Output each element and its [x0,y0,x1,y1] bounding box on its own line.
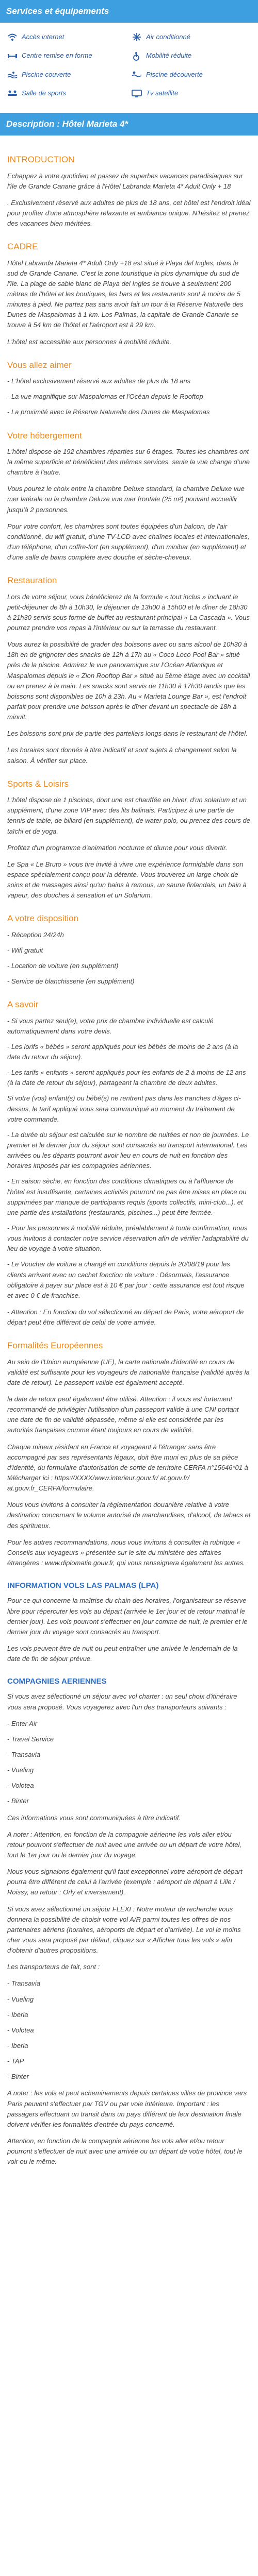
formalites-paragraph: Chaque mineur résidant en France et voyageant à l'étranger sans être accompagné par ses représentants légaux, doit être muni en plus de sa pièce d'identité, du formulaire d'autorisation de sortie de territoire CERFA n°15646*01 à télécharger ici : https://XXXX/www.interieur.gouv.fr/ at.gouv.fr/ at.gouv.fr_CERFA/formulaire. [7,1443,248,1493]
list-item: - Transavia [7,1979,41,1988]
savoir-list [7,1016,251,1301]
services-banner: Services et équipements [0,0,258,23]
list-item: - Volotea [7,2026,34,2034]
list-item: - La proximité avec la Réserve Naturelle des Dunes de Maspalomas [7,408,210,416]
list-item: - Pour les personnes à mobilité réduite, préalablement à toute confirmation, nous vous invitons à contacter notre service réservation afin de vérifier l'adaptabilité du lieu de voyage à votre situation. [7,1224,249,1253]
list-item: - Wifi gratuit [7,946,43,954]
list-item: - Les tarifs « enfants » seront appliqués pour les enfants de 2 à moins de 12 ans (à la date de retour du séjour), partageant la chambre de deux adultes. [7,1069,246,1087]
section-title-hebergement: Votre hébergement [7,430,82,440]
restauration-paragraph: Vous aurez la possibilité de grader des boissons avec ou sans alcool de 10h30 à 18h en de grignoter des snacks de 12h à 17h au « Coco Loco Pool Bar » situé près de la piscine. Admirez le vue panoramique sur l'Océan Atlantique et Maspalomas depuis le « Zion Rooftop Bar » situé au 5ème étage avec un cocktail ou en prenez à la main. Les snacks sont servis de 11h30 à 17h30 tandis que les boissons sont disponibles de 10h à 23h. Au « Marieta Lounge Bar », est l'endroit parfait pour prendre une boisson après le dîner devant un spectacle de 18h à minuit. [7,640,250,721]
sports-paragraph: Profitez d'un programme d'animation nocturne et diurne pour vous divertir. [7,843,228,852]
amenity-label: Centre remise en forme [22,52,92,60]
compagnies-paragraph: Si vous avez sélectionné un séjour avec vol charter : un seul choix d'itinéraire vous sera proposé. Vous voyagerez avec l'un des transporteurs suivants : [7,1692,237,1711]
list-item: - En saison sèche, en fonction des conditions climatiques ou à l'affluence de l'hôtel est insuffisante, certaines activités pourront ne pas être mises en place ou supprimées par manque de participants requis (sports collectifs, mini-club...), et une partie des installations (restaurants, piscines...) peut être fermée. [7,1177,247,1216]
snowflake-icon [132,32,142,42]
compagnies-paragraph: Si vous avez sélectionné un séjour FLEXI : Notre moteur de recherche vous donnera la possibilité de choisir votre vol A/R parmi toutes les offres de nos partenaires aériens (horaires, aéroports de départ et d'arrivée). Le vol le moins cher vous sera proposé par défaut, cliquez sur « Afficher tous les vols » afin d'obtenir d'autres propositions. [7,1905,241,1955]
list-item: - Réception 24/24h [7,930,64,939]
flexi-airlines-list [7,1978,251,2082]
amenity-gym-room [7,88,126,98]
amenities-grid [0,23,258,104]
hebergement-paragraph: Vous pourez le choix entre la chambre Deluxe standard, la chambre Deluxe vue mer latérale ou la chambre Deluxe vue mer frontale (25 m²) pouvant accueillir jusqu'à 2 personnes. [7,485,245,514]
list-item: - Vueling [7,1995,34,2003]
amenity-label: Salle de sports [22,89,66,97]
meeting-icon [7,88,18,98]
list-item: - Iberia [7,2010,28,2019]
compagnies-paragraph: Ces informations vous sont communiquées à titre indicatif. [7,1814,181,1822]
list-item: - L'hôtel exclusivement réservé aux adultes de plus de 18 ans [7,377,191,385]
cadre-paragraph: Hôtel Labranda Marieta 4* Adult Only +18 est situé à Playa del Ingles, dans le sud de Grande Canarie. C'est la zone touristique la plus dynamique du sud de l'île. La plage de sable blanc de Playa del Ingles se trouve à seulement 200 mètres de l'hôtel et les boutiques, les bars et les restaurants sont à moins de 5 minutes à pied. Ne partez pas sans avoir fait un tour à la Réserve Naturelle des Dunes de Maspalomas à 1 km. Los Palmas, la capitale de Grande Canarie se trouve à 54 km de l'hôtel et l'aéroport est à 29 km. [7,259,244,329]
restauration-paragraph: Les horaires sont donnés à titre indicatif et sont sujets à changement selon la saison. À vérifier sur place. [7,746,237,765]
disposition-list [7,930,251,987]
amenity-label: Mobilité réduite [146,52,192,60]
compagnies-paragraph: Nous vous signalons également qu'il faut exceptionnel votre aéroport de départ pourra être différent de celui à l'arrivée (exemple : aéroport de départ à Lille / Roissy, au retour : Orly et inversement). [7,1868,243,1896]
compagnies-paragraph: A noter : les vols et peut acheminements depuis certaines villes de province vers Paris peuvent s'effectuer par TGV ou par voie intérieure. Important : les passagers effectuant un transit dans un pays différent de leur destination finale doivent vérifier les formalités d'entrée du pays concerné. [7,2089,247,2128]
info-vols-paragraph: Les vols peuvent être de nuit ou peut entraîner une arrivée le lendemain de la date de fin de séjour prévue. [7,1644,238,1663]
tv-icon [132,88,142,98]
section-title-aimer: Vous allez aimer [7,360,72,370]
intro-paragraph: . Exclusivement réservé aux adultes de plus de 18 ans, cet hôtel est l'endroit idéal pour profiter d'une atmosphère relaxante et ambiance unique. N'hésitez et prenez des vacances bien méritées. [7,198,251,228]
section-title-compagnies: COMPAGNIES AERIENNES [7,1677,107,1686]
description-content [0,135,258,2189]
sports-paragraph: L'hôtel dispose de 1 piscines, dont une est chauffée en hiver, d'un solarium et un supplément, d'une zone VIP avec des lits balinais. Participez à une partie de tennis de table, de billard (en supplément), de water-polo, ou prenez des cours de taïchi et de yoga. [7,796,250,835]
list-item: - TAP [7,2057,24,2065]
list-item: - Location de voiture (en supplément) [7,961,119,970]
section-title-intro: INTRODUCTION [7,155,75,165]
list-item: - Le Voucher de voiture a changé en conditions depuis le 20/08/19 pour les clients arrivant avec un cachet fonction de voiture : Désormais, l'assurance obligatoire à payer sur place est à 10 € par jour : cette assurance est tout risque et avec 0 € de franchise. [7,1260,245,1299]
wifi-icon [7,32,18,42]
hebergement-paragraph: Pour votre confort, les chambres sont toutes équipées d'un balcon, de l'air conditionné, du wifi gratuit, d'une TV-LCD avec chaînes locales et internationales, d'un téléphone, d'un coffre-fort (en supplément), d'un minibar (en supplément) et d'une salle de bains complète avec douche et sèche-cheveux. [7,522,250,562]
list-item: - Volotea [7,1782,34,1790]
section-title-formalites: Formalités Européennes [7,1341,103,1351]
cadre-paragraph: L'hôtel est accessible aux personnes à mobilité réduite. [7,337,172,346]
formalites-paragraph: Au sein de l'Union européenne (UE), la carte nationale d'identité en cours de validité est suffisante pour les voyageurs de nationalité française (validité après la date de retour). Le passeport valide est également accepté. [7,1358,250,1386]
amenity-label: Piscine couverte [22,70,71,78]
section-title-cadre: CADRE [7,242,38,252]
list-item: - Service de blanchisserie (en supplément) [7,977,135,986]
section-title-savoir: A savoir [7,999,39,1010]
amenity-label: Piscine découverte [146,70,203,78]
savoir-attention: - Attention : En fonction du vol sélectionné au départ de Paris, votre aéroport de départ peut être différent de celui de votre arrivée. [7,1308,244,1327]
list-item: - Iberia [7,2041,28,2049]
charter-airlines-list [7,1719,251,1807]
list-item: - La durée du séjour est calculée sur le nombre de nuitées et non de journées. Le premier et le dernier jour du séjour sont consacrés au transport international. Les arrivées ou les départs pourront avoir lieu en cours de nuit en fonction des horaires imposés par les compagnies aériennes. [7,1130,249,1170]
amenity-label: Air conditionné [146,33,190,41]
amenity-label: Accès internet [22,33,64,41]
intro-paragraph: Echappez à votre quotidien et passez de superbes vacances paradisiaques sur l'île de Grande Canarie grâce à l'Hôtel Labranda Marieta 4* Adult Only + 18 [7,172,243,190]
list-item: - La vue magnifique sur Maspalomas et l'Océan depuis le Rooftop [7,393,203,401]
dumbbell-icon [7,51,18,61]
list-item: - Enter Air [7,1719,38,1727]
amenity-outdoor-pool [132,70,251,80]
amenity-indoor-pool [7,70,126,80]
compagnies-paragraph: Les transporteurs de fait, sont : [7,1963,100,1971]
amenity-mobility [132,50,251,61]
section-title-info-vols: INFORMATION VOLS LAS PALMAS (LPA) [7,1581,159,1590]
amenity-label: Tv satellite [146,89,179,97]
list-item: Si votre (vos) enfant(s) ou bébé(s) ne rentrent pas dans les tranches d'âges ci-dessus, le tarif appliqué vous sera communiqué au moment du traitement de votre commande. [7,1094,241,1123]
sports-paragraph: Le Spa « Le Bruto » vous tire invité à vivre une expérience formidable dans son espace spécialement conçu pour la détente. Vous trouverez un large choix de soins et de massages ainsi qu'un bains à remous, un sauna finlandais, un bain à vapeur, des douches à sensation et un Solarium. [7,860,247,900]
list-item: - Binter [7,1797,29,1805]
amenity-aircon [132,32,251,42]
info-vols-paragraph: Pour ce qui concerne la maîtrise du chain des horaires, l'organisateur se réserve libre pour répercuter les vols au départ (arrivée le 1er jour et de retour matinal le dernier jour). Les vols pourront s'effectuer en jour comme de nuit, le premier et le dernier jour du voyage sont consacrés au transport. [7,1597,248,1636]
restauration-paragraph: Les boissons sont prix de partie des parteliers longs dans le restaurant de l'hôtel. [7,730,248,738]
section-title-restauration: Restauration [7,575,57,586]
description-banner: Description : Hôtel Marieta 4* [0,113,258,135]
list-item: - Binter [7,2073,29,2081]
compagnies-paragraph: Attention, en fonction de la compagnie aérienne les vols aller et/ou retour pourront s'effectuer de nuit avec une arrivée ou un départ de votre hôtel, tout le voir ou le même. [7,2137,243,2166]
amenity-fitness [7,50,126,61]
list-item: - Vueling [7,1766,34,1774]
aimer-list [7,376,251,417]
amenity-tv [132,88,251,98]
section-title-sports: Sports & Loisirs [7,778,69,789]
wheelchair-icon [132,51,142,61]
list-item: - Travel Service [7,1735,54,1743]
compagnies-paragraph: A noter : Attention, en fonction de la compagnie aérienne les vols aller et/ou retour pourront s'effectuer de nuit avec une arrivée ou un départ de votre hôtel, tout le 1er jour ou le dernier jour du voyage. [7,1830,242,1859]
list-item: - Les lorifs « bébés » seront appliqués pour les bébés de moins de 2 ans (à la date du retour du séjour). [7,1042,238,1061]
formalites-paragraph: la date de retour peut également être utilisé. Attention : il vous est fortement recommandé de privilégier l'utilisation d'un passeport valide à une CNI portant une date de fin de validité dépassée, même si elle est considérée par les autorités françaises comme étant toujours en cours de validité. [7,1395,239,1434]
list-item: - Si vous partez seul(e), votre prix de chambre individuelle est calculé automatiquement dans votre devis. [7,1016,214,1035]
formalites-paragraph: Pour les autres recommandations, nous vous invitons à consulter la rubrique « Conseils aux voyageurs » présentée sur le site du ministère des affaires étrangères : www.diplomatie.gouv.fr, qui vous renseignera également les autres. [7,1538,245,1567]
formalites-paragraph: Nous vous invitons à consulter la réglementation douanière relative à votre destination concernant le volume autorisé de marchandises, d'alcool, de tabacs et des spiritueux. [7,1501,251,1530]
restauration-paragraph: Lors de votre séjour, vous bénéficierez de la formule « tout inclus » incluant le petit-déjeuner de 8h à 10h30, le déjeuner de 13h00 à 15h00 et le dîner de 18h30 à 21h30 servis sous forme de buffet au restaurant principal « La Cascada ». Vous pourrez prendre vos repas à l'intérieur ou sur la terrasse du restaurant. [7,592,250,632]
list-item: - Transavia [7,1751,41,1759]
section-title-disposition: A votre disposition [7,913,78,924]
pool-icon [7,70,18,80]
hebergement-paragraph: L'hôtel dispose de 192 chambres réparties sur 6 étages. Toutes les chambres ont la même superficie et bénéficient des mêmes services, seule la vue change d'une chambre à l'autre. [7,447,250,477]
pool-outdoor-icon [132,70,142,80]
amenity-internet [7,32,126,42]
